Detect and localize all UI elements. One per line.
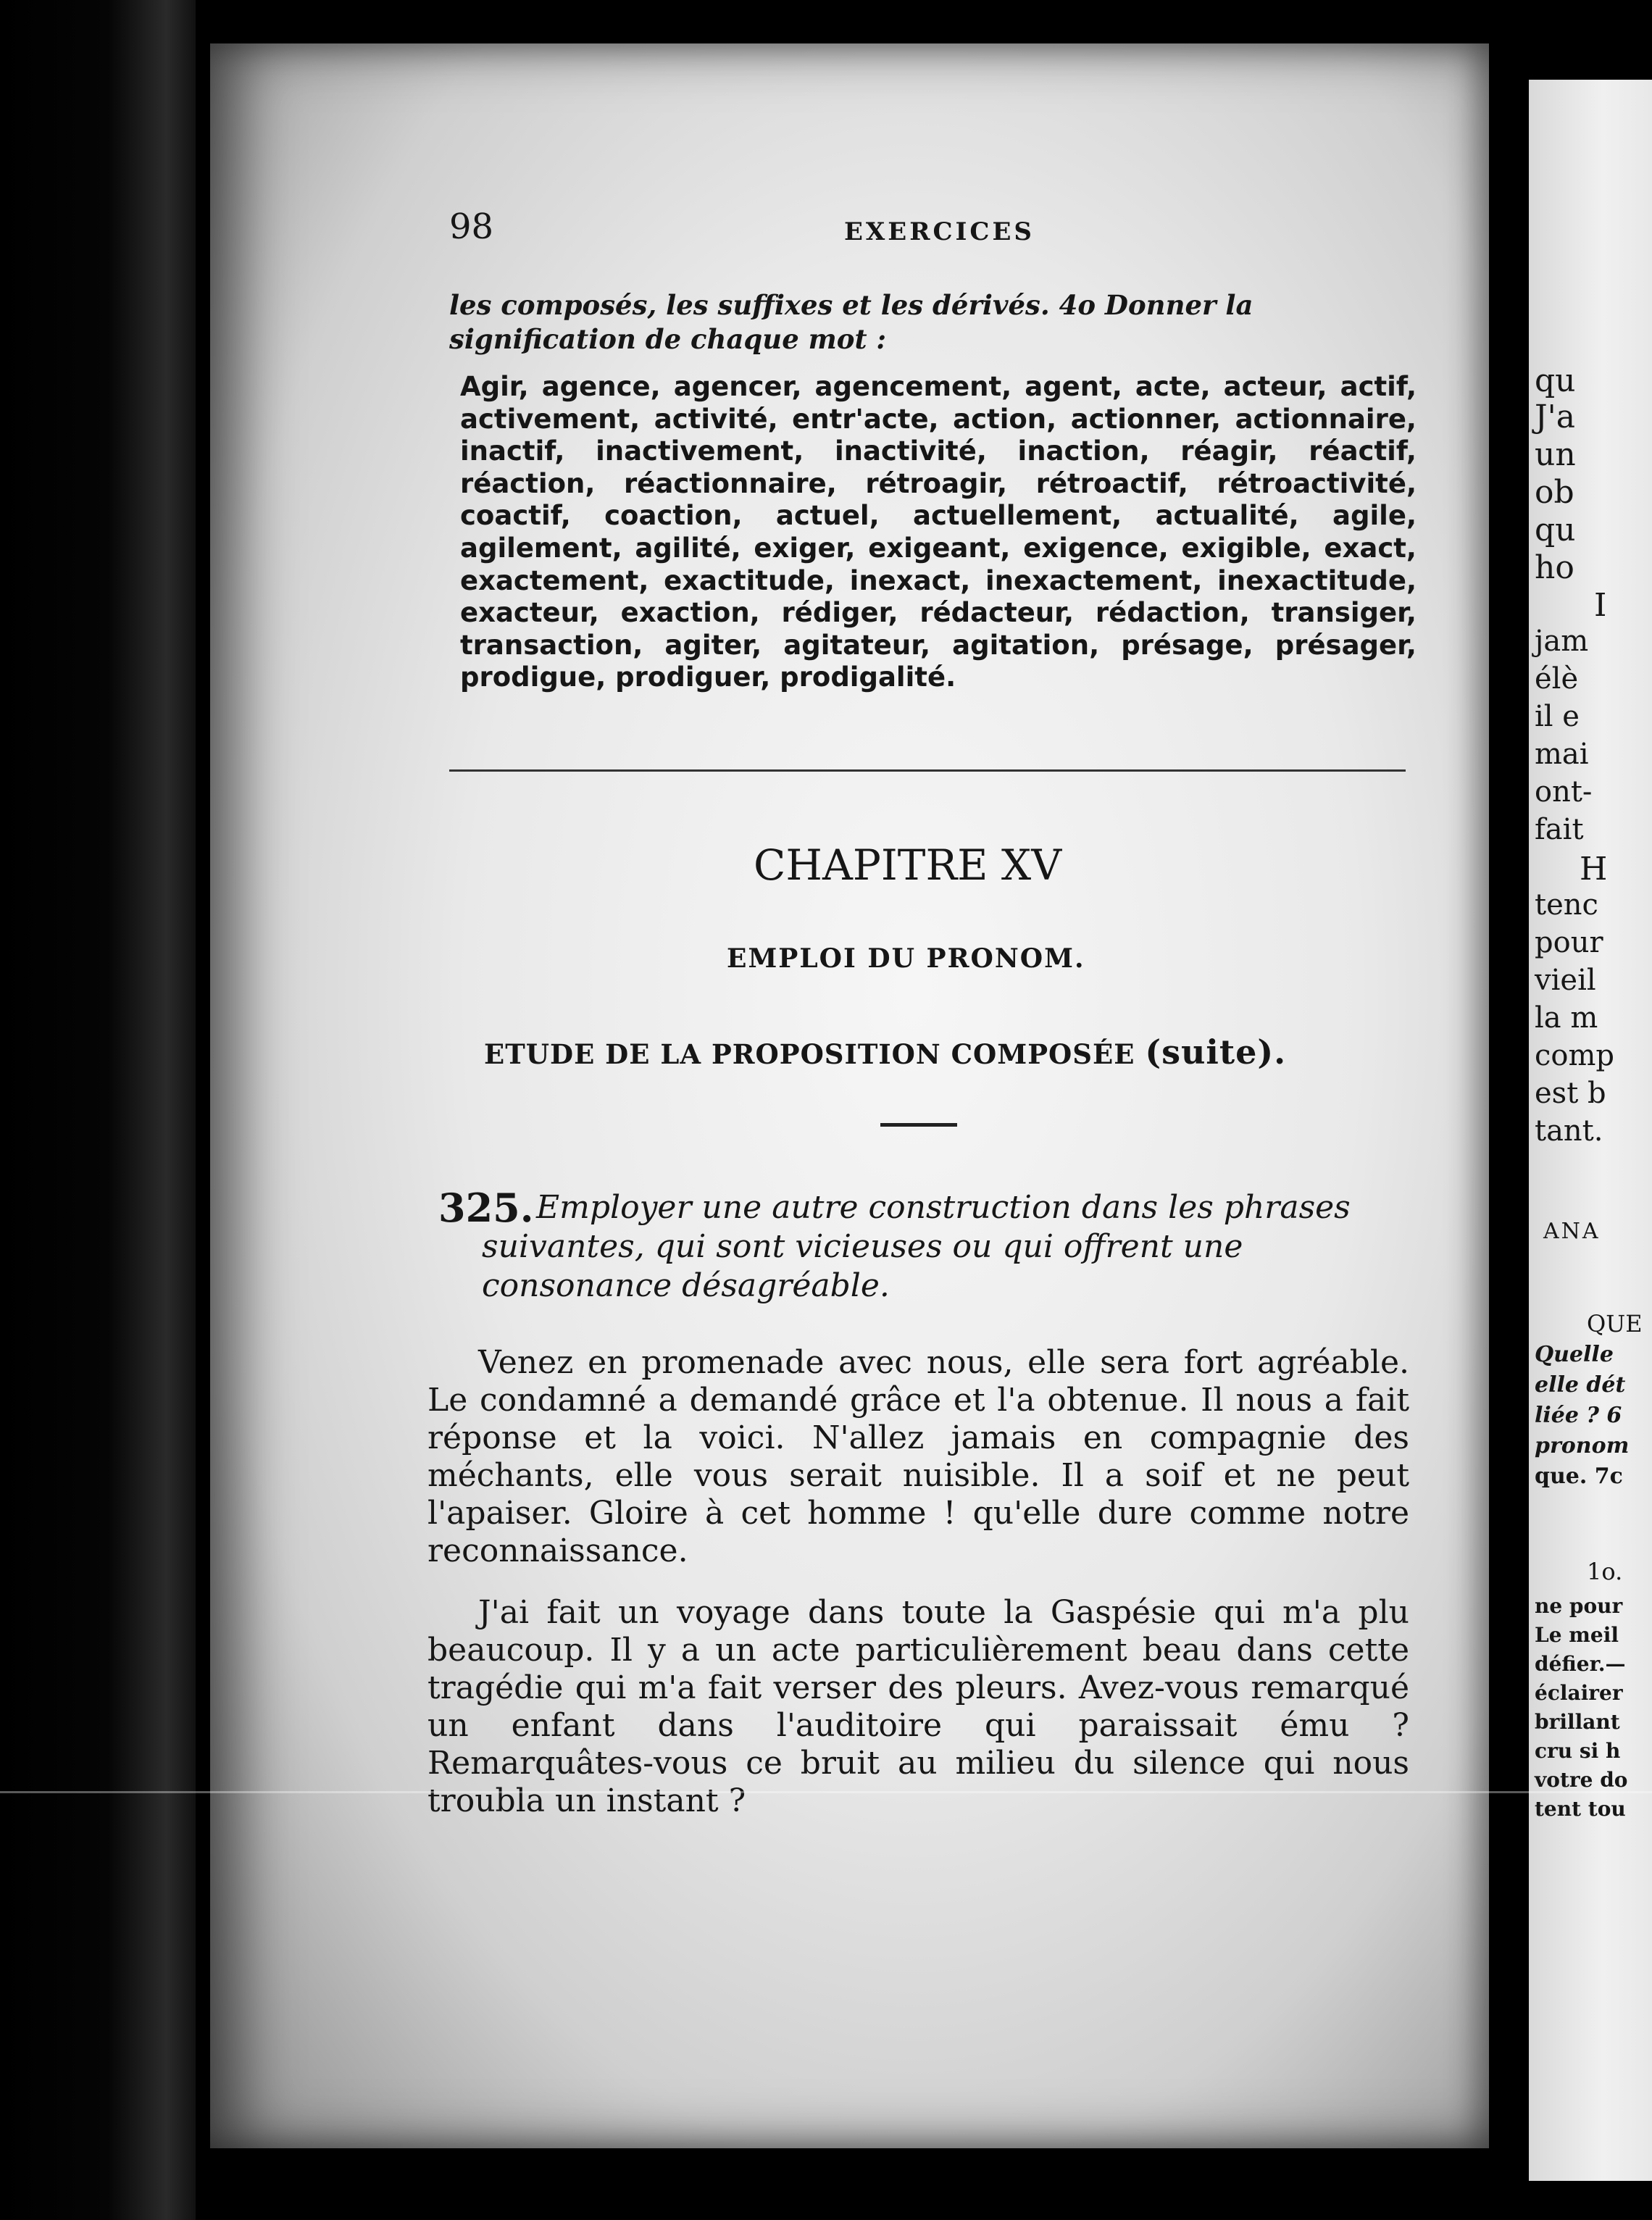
- facing-fragment: elle dét: [1535, 1372, 1626, 1398]
- facing-fragment: vieil: [1535, 964, 1596, 997]
- facing-fragment: un: [1535, 436, 1576, 473]
- facing-fragment: la m: [1535, 1001, 1598, 1035]
- facing-fragment: ob: [1535, 474, 1574, 511]
- facing-fragment: brillant: [1535, 1710, 1620, 1734]
- book-gutter: [1489, 0, 1529, 2220]
- scan-left-edge: [0, 0, 196, 2220]
- facing-fragment: ont-: [1535, 775, 1593, 809]
- facing-fragment: il e: [1535, 700, 1580, 733]
- facing-fragment: tenc: [1535, 888, 1598, 922]
- facing-fragment: que. 7c: [1535, 1464, 1623, 1489]
- facing-fragment: mai: [1535, 738, 1589, 771]
- facing-fragment: défier.—: [1535, 1652, 1626, 1676]
- facing-fragment: comp: [1535, 1039, 1615, 1072]
- facing-page-fragment: [1529, 80, 1652, 2181]
- exercise-intro-text: les composés, les suffixes et les dérivés. 4o Donner la signification de chaque mot :: [449, 289, 1253, 355]
- facing-fragment: votre do: [1535, 1768, 1628, 1792]
- facing-fragment: Quelle: [1535, 1342, 1614, 1367]
- chapter-title: CHAPITRE XV: [754, 840, 1062, 890]
- facing-fragment: 1o.: [1587, 1558, 1623, 1585]
- facing-fragment: I: [1594, 587, 1607, 624]
- exercise-number: 325.: [438, 1185, 534, 1231]
- facing-fragment: J'a: [1535, 398, 1575, 435]
- facing-fragment: ho: [1535, 549, 1574, 586]
- chapter-subtitle-2-text: ETUDE DE LA PROPOSITION COMPOSÉE: [484, 1038, 1135, 1070]
- running-title: EXERCICES: [844, 217, 1035, 246]
- facing-fragment: pronom: [1535, 1433, 1630, 1459]
- facing-fragment: est b: [1535, 1077, 1606, 1110]
- chapter-subtitle-2-suffix: (suite).: [1145, 1032, 1287, 1072]
- facing-fragment: pour: [1535, 926, 1603, 959]
- facing-fragment: qu: [1535, 512, 1576, 548]
- short-divider: [880, 1123, 957, 1127]
- facing-fragment: liée ? 6: [1535, 1403, 1622, 1428]
- facing-fragment: fait: [1535, 813, 1584, 846]
- facing-fragment: élè: [1535, 662, 1579, 696]
- scan-artifact-line: [0, 1791, 1652, 1793]
- chapter-subtitle: EMPLOI DU PRONOM.: [727, 943, 1085, 974]
- section-divider: [449, 769, 1406, 772]
- facing-fragment: ANA: [1543, 1219, 1601, 1244]
- facing-fragment: cru si h: [1535, 1739, 1621, 1763]
- word-list: Agir, agence, agencer, agencement, agent, acte, acteur, actif, activement, activité, entr'acte, action, actionner, actionnaire, inactif, inactivement, inactivité, inaction, réagir, réactif, réaction, réactionnaire, rétroagir, rétroactif, rétroactivité, coactif, coaction, actuel, actuellement, actualité, agile, agilement, agilité, exiger, exigeant, exigence, exigible, exact, exactement, exactitude, inexact, inexactement, inexactitude, exacteur, exaction, rédiger, rédacteur, rédaction, transiger, transaction, agiter, agitateur, agitation, présage, présager, prodigue, prodiguer, prodigalité.: [460, 371, 1417, 693]
- exercise-paragraph-1: Venez en promenade avec nous, elle sera fort agréable. Le condamné a demandé grâce et l'a obtenue. Il nous a fait réponse et la voici. N'allez jamais en compagnie des méchants, elle vous serait nuisible. Il a soif et ne peut l'apaiser. Gloire à cet homme ! qu'elle dure comme notre reconnaissance.: [427, 1344, 1409, 1569]
- exercise-instruction: Employer une autre construction dans les phrases suivantes, qui sont vicieuses ou qui offrent une consonance désagréable.: [482, 1189, 1351, 1304]
- facing-fragment: tent tou: [1535, 1797, 1626, 1821]
- chapter-subtitle-2: [484, 1032, 1286, 1072]
- facing-fragment: tant.: [1535, 1114, 1603, 1148]
- facing-fragment: H: [1580, 851, 1608, 888]
- facing-fragment: éclairer: [1535, 1681, 1623, 1705]
- facing-fragment: qu: [1535, 362, 1576, 399]
- facing-fragment: ne pour: [1535, 1594, 1623, 1618]
- facing-fragment: QUE: [1587, 1310, 1643, 1338]
- facing-fragment: Le meil: [1535, 1623, 1619, 1647]
- exercise-paragraph-2: J'ai fait un voyage dans toute la Gaspésie qui m'a plu beaucoup. Il y a un acte particulièrement beau dans cette tragédie qui m'a fait verser des pleurs. Avez-vous remarqué un enfant dans l'auditoire qui paraissait ému ? Remarquâtes-vous ce bruit au milieu du silence qui nous troubla un instant ?: [427, 1594, 1409, 1819]
- page-number: 98: [449, 206, 494, 247]
- book-page: [210, 43, 1489, 2148]
- facing-fragment: jam: [1535, 625, 1589, 658]
